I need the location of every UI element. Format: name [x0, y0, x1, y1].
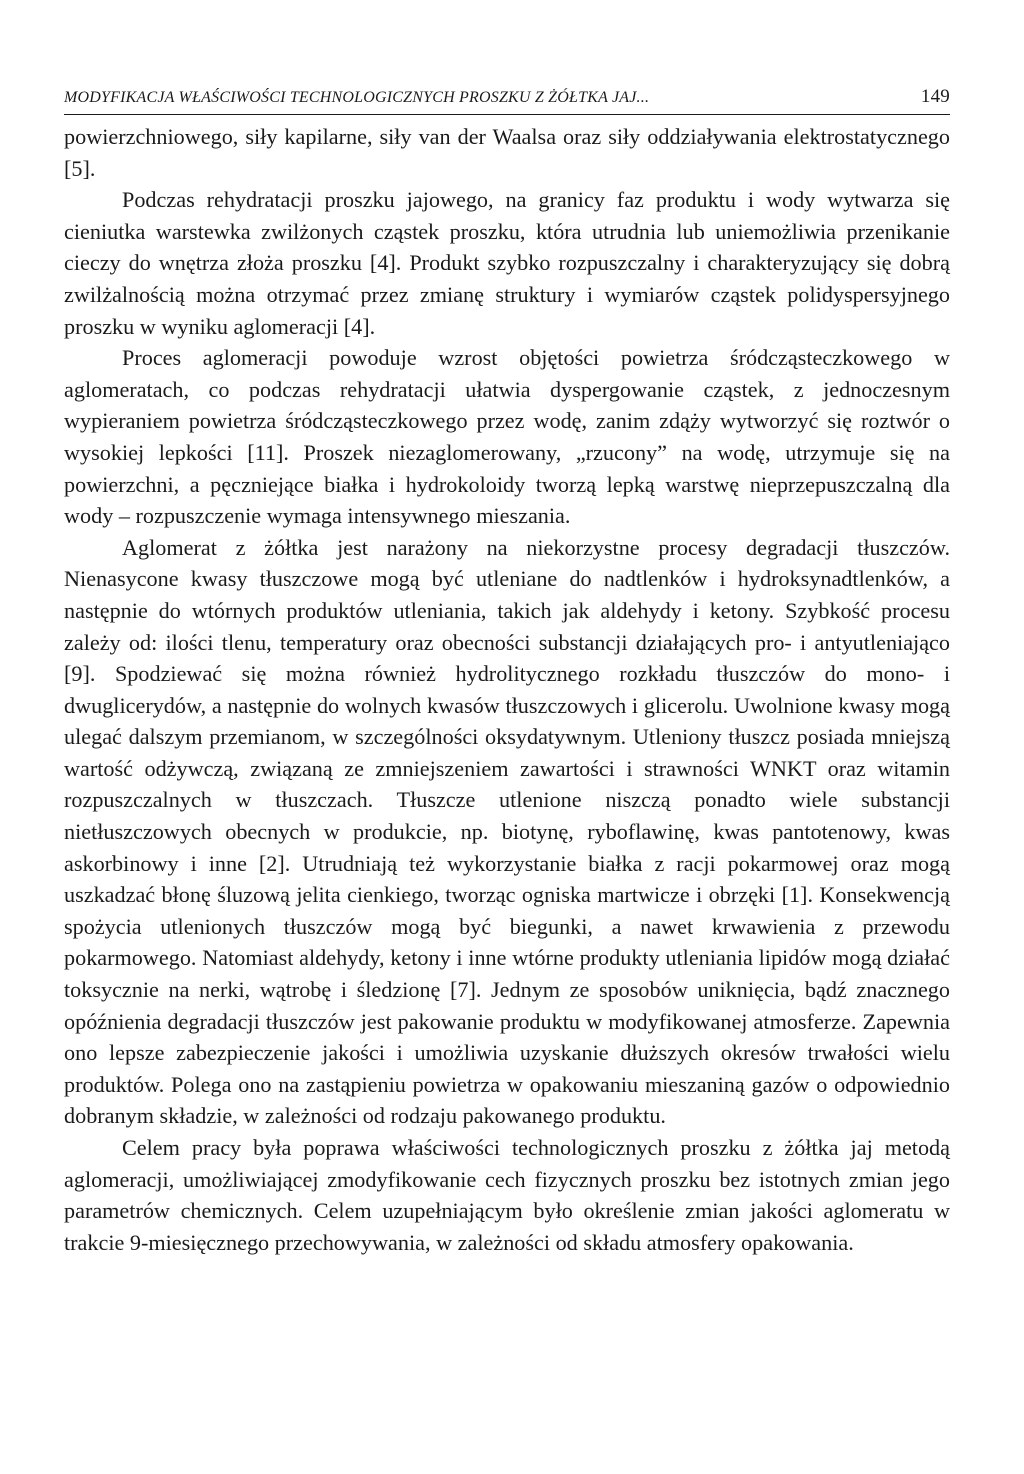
paragraph-continued: powierzchniowego, siły kapilarne, siły van der Waalsa oraz siły oddziaływania elektrostatycznego [5].	[64, 124, 950, 181]
page-number: 149	[920, 86, 950, 107]
running-header	[64, 86, 950, 115]
paragraph-fat-degradation: Aglomerat z żółtka jest narażony na niekorzystne procesy degradacji tłuszczów. Nienasycone kwasy tłuszczowe mogą być utleniane do nadtlenków i hydroksynadtlenków, a następnie do wtórnych produktów utleniania, takich jak aldehydy i ketony. Szybkość procesu zależy od: ilości tlenu, temperatury oraz obecności substancji działających pro- i antyutleniająco [9]. Spodziewać się można również hydrolitycznego rozkładu tłuszczów do mono- i dwuglicerydów, a następnie do wolnych kwasów tłuszczowych i glicerolu. Uwolnione kwasy mogą ulegać dalszym przemianom, w szczególności oksydatywnym. Utleniony tłuszcz posiada mniejszą wartość odżywczą, związaną ze zmniejszeniem zawartości i strawności WNKT oraz witamin rozpuszczalnych w tłuszczach. Tłuszcze utlenione niszczą ponadto wiele substancji nietłuszczowych obecnych w produkcie, np. biotynę, ryboflawinę, kwas pantotenowy, kwas askorbinowy i inne [2]. Utrudniają też wykorzystanie białka z racji pokarmowej oraz mogą uszkadzać błonę śluzową jelita cienkiego, tworząc ogniska martwicze i obrzęki [1]. Konsekwencją spożycia utlenionych tłuszczów mogą być biegunki, a nawet krwawienia z przewodu pokarmowego. Natomiast aldehydy, ketony i inne wtórne produkty utleniania lipidów mogą działać toksycznie na nerki, wątrobę i śledzionę [7]. Jednym ze sposobów uniknięcia, bądź znacznego opóźnienia degradacji tłuszczów jest pakowanie produktu w modyfikowanej atmosferze. Zapewnia ono lepsze zabezpieczenie jakości i umożliwia uzyskanie dłuższych okresów trwałości wielu produktów. Polega ono na zastąpieniu powietrza w opakowaniu mieszaniną gazów o odpowiednio dobranym składzie, w zależności od rodzaju pakowanego produktu.	[64, 534, 950, 1129]
paragraph-agglomeration: Proces aglomeracji powoduje wzrost objętości powietrza śródcząsteczkowego w aglomeratach, co podczas rehydratacji ułatwia dyspergowanie cząstek, z jednoczesnym wypieraniem powietrza śródcząsteczkowego przez wodę, zanim zdąży wytworzyć się roztwór o wysokiej lepkości [11]. Proszek niezaglomerowany, „rzucony” na wodę, utrzymuje się na powierzchni, a pęczniejące białka i hydrokoloidy tworzą lepką warstwę nieprzepuszczalną dla wody – rozpuszczenie wymaga intensywnego mieszania.	[64, 345, 950, 529]
running-title: MODYFIKACJA WŁAŚCIWOŚCI TECHNOLOGICZNYCH PROSZKU Z ŻÓŁTKA JAJ...	[64, 89, 650, 106]
paragraph-aim: Celem pracy była poprawa właściwości technologicznych proszku z żółtka jaj metodą aglomeracji, umożliwiającej zmodyfikowanie cech fizycznych proszku bez istotnych zmian jego parametrów chemicznych. Celem uzupełniającym było określenie zmian jakości aglomeratu w trakcie 9-miesięcznego przechowywania, w zależności od składu atmosfery opakowania.	[64, 1135, 950, 1255]
paragraph-rehydration: Podczas rehydratacji proszku jajowego, na granicy faz produktu i wody wytwarza się cieniutka warstewka zwilżonych cząstek proszku, która utrudnia lub uniemożliwia przenikanie cieczy do wnętrza złoża proszku [4]. Produkt szybko rozpuszczalny i charakteryzujący się dobrą zwilżalnością można otrzymać przez zmianę struktury i wymiarów cząstek polidyspersyjnego proszku w wyniku aglomeracji [4].	[64, 187, 950, 339]
document-page	[64, 86, 950, 1258]
body-text	[64, 121, 950, 1258]
